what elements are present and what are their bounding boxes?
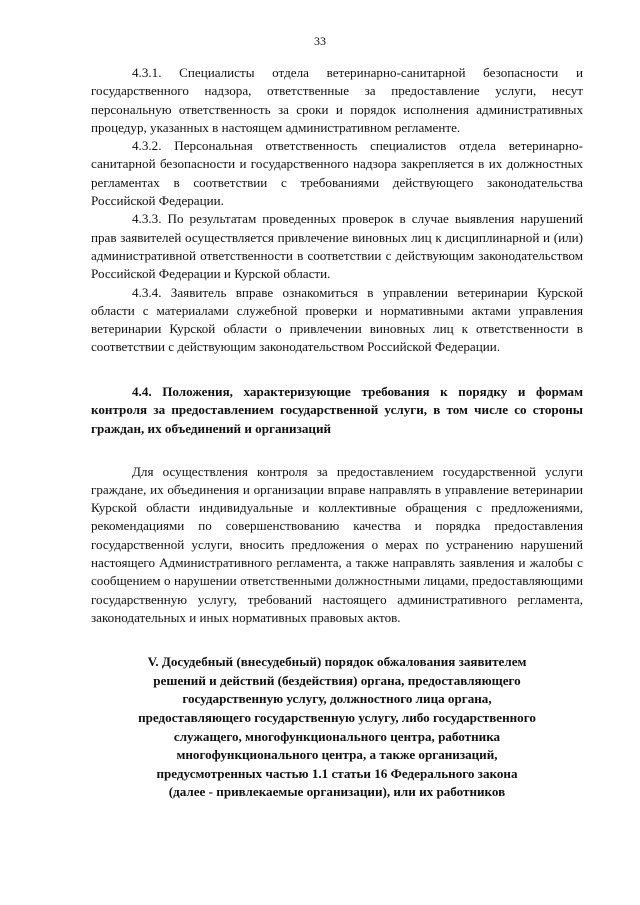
paragraph-control-by-citizens: Для осуществления контроля за предоставлением государственной услуги граждане, их объединения и организации вправе направлять в управление ветеринарии Курской области индивидуальные и коллективные обращения с предложениями, рекомендациями по совершенствованию качества и порядка предоставления государственной услуги, вносить предложения о мерах по устранению нарушений настоящего Административного регламента, а также направлять заявления и жалобы с сообщением о нарушении ответственными должностными лицами, предоставляющими государственную услугу, требований настоящего административного регламента, законодательных и иных нормативных правовых актов. — [91, 463, 583, 625]
chapter-heading-line: предоставляющего государственную услугу, либо государственного — [138, 709, 536, 725]
paragraph-4-3-1: 4.3.1. Специалисты отдела ветеринарно-санитарной безопасности и государственного надзора, ответственные за предоставление услуги, несут персональную ответственность за сроки и порядок исполнения административных процедур, указанных в настоящем административном регламенте. — [91, 65, 583, 135]
page-number: 33 — [314, 34, 326, 48]
section-heading-4-4: 4.4. Положения, характеризующие требования к порядку и формам контроля за предоставлением государственной услуги, в том числе со стороны граждан, их объединений и организаций — [91, 383, 583, 436]
chapter-heading-line: (далее - привлекаемые организации), или их работников — [168, 784, 506, 800]
chapter-heading-line: служащего, многофункционального центра, работника — [173, 728, 501, 744]
chapter-heading-v — [91, 653, 583, 802]
chapter-heading-line: государственную услугу, должностного лица органа, — [182, 691, 492, 707]
chapter-heading-line: решений и действий (бездействия) органа, предоставляющего — [153, 672, 521, 688]
paragraph-4-3-3: 4.3.3. По результатам проведенных проверок в случае выявления нарушений прав заявителей осуществляется привлечение виновных лиц к дисциплинарной и (или) административной ответственности в соответствии с действующим законодательством Российской Федерации и Курской области. — [91, 211, 583, 282]
chapter-heading-line: многофункционального центра, а также организаций, — [176, 747, 498, 763]
paragraph-4-3-2: 4.3.2. Персональная ответственность специалистов отдела ветеринарно-санитарной безопасности и государственного надзора закрепляется в их должностных регламентах в соответствии с требованиями действующего законодательства Российской Федерации. — [91, 138, 583, 209]
chapter-heading-line: предусмотренных частью 1.1 статьи 16 Федерального закона — [156, 765, 518, 781]
document-body — [91, 60, 583, 802]
chapter-heading-line: V. Досудебный (внесудебный) порядок обжалования заявителем — [147, 654, 527, 670]
paragraph-4-3-4: 4.3.4. Заявитель вправе ознакомиться в управлении ветеринарии Курской области с материалами служебной проверки и нормативными актами управления ветеринарии Курской области о привлечении виновных лиц к ответственности в соответствии с действующим законодательством Российской Федерации. — [91, 284, 583, 355]
